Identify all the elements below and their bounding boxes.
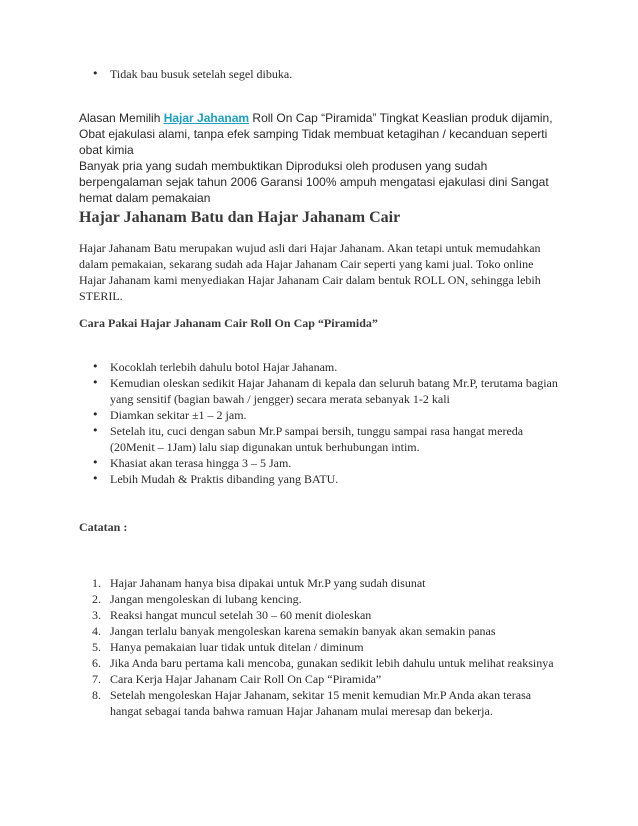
item-number: 7. xyxy=(92,672,101,686)
list-item xyxy=(92,575,562,591)
item-number: 1. xyxy=(92,576,101,590)
list-item: • Diamkan sekitar ±1 – 2 jam. xyxy=(92,407,562,423)
alasan-line2: Banyak pria yang sudah membuktikan Diproduksi oleh produsen yang sudah berpengalaman sejak tahun 2006 Garansi 100% ampuh mengatasi ejakulasi dini Sangat hemat dalam pemakaian xyxy=(79,159,549,205)
item-number: 2. xyxy=(92,592,101,606)
list-item xyxy=(92,671,562,687)
list-item: • Kemudian oleskan sedikit Hajar Jahanam di kepala dan seluruh batang Mr.P, terutama bagian yang sensitif (bagian bawah / jengger) secara merata sebanyak 1-2 kali xyxy=(92,375,562,407)
list-item xyxy=(92,655,562,671)
item-text: Hanya pemakaian luar tidak untuk ditelan / diminum xyxy=(110,640,364,654)
alasan-rest: Roll On Cap “Piramida” Tingkat Keaslian produk dijamin, Obat ejakulasi alami, tanpa efek samping Tidak membuat ketagihan / kecanduan seperti obat kimia xyxy=(79,111,553,157)
alasan-prefix: Alasan Memilih xyxy=(79,111,164,125)
list-item xyxy=(92,591,562,607)
catatan-list xyxy=(92,575,562,719)
cara-pakai-list xyxy=(92,359,562,487)
item-text: Setelah mengoleskan Hajar Jahanam, sekitar 15 menit kemudian Mr.P Anda akan terasa hangat sebagai tanda bahwa ramuan Hajar Jahanam mulai meresap dan bekerja. xyxy=(110,688,532,718)
list-item xyxy=(92,687,562,719)
list-item xyxy=(92,639,562,655)
list-item: • Setelah itu, cuci dengan sabun Mr.P sampai bersih, tunggu sampai rasa hangat mereda (20Menit – 1Jam) lalu siap digunakan untuk berhubungan intim. xyxy=(92,423,562,455)
list-item xyxy=(92,623,562,639)
top-bullet-list xyxy=(92,66,562,82)
list-item: • Tidak bau busuk setelah segel dibuka. xyxy=(92,66,562,82)
item-text: Jika Anda baru pertama kali mencoba, gunakan sedikit lebih dahulu untuk melihat reaksinya xyxy=(110,656,554,670)
hajar-jahanam-link[interactable]: Hajar Jahanam xyxy=(163,111,250,125)
list-item: • Lebih Mudah & Praktis dibanding yang BATU. xyxy=(92,471,562,487)
catatan-heading: Catatan : xyxy=(79,520,128,534)
item-text: Cara Kerja Hajar Jahanam Cair Roll On Cap “Piramida” xyxy=(110,672,382,686)
cara-pakai-heading: Cara Pakai Hajar Jahanam Cair Roll On Cap “Piramida” xyxy=(79,316,378,330)
section-heading: Hajar Jahanam Batu dan Hajar Jahanam Cair xyxy=(79,209,401,226)
item-number: 6. xyxy=(92,656,101,670)
item-text: Jangan terlalu banyak mengoleskan karena semakin banyak akan semakin panas xyxy=(110,624,496,638)
list-item: • Khasiat akan terasa hingga 3 – 5 Jam. xyxy=(92,455,562,471)
item-number: 8. xyxy=(92,688,101,702)
alasan-paragraph xyxy=(79,110,559,206)
item-number: 3. xyxy=(92,608,101,622)
intro-paragraph: Hajar Jahanam Batu merupakan wujud asli dari Hajar Jahanam. Akan tetapi untuk memudahkan dalam pemakaian, sekarang sudah ada Hajar Jahanam Cair seperti yang kami jual. Toko online Hajar Jahanam kami menyediakan Hajar Jahanam Cair dalam bentuk ROLL ON, sehingga lebih STERIL. xyxy=(79,241,541,303)
item-text: Hajar Jahanam hanya bisa dipakai untuk Mr.P yang sudah disunat xyxy=(110,576,426,590)
list-item: • Kocoklah terlebih dahulu botol Hajar Jahanam. xyxy=(92,359,562,375)
item-number: 5. xyxy=(92,640,101,654)
item-number: 4. xyxy=(92,624,101,638)
item-text: Reaksi hangat muncul setelah 30 – 60 menit dioleskan xyxy=(110,608,372,622)
item-text: Jangan mengoleskan di lubang kencing. xyxy=(110,592,302,606)
list-item xyxy=(92,607,562,623)
